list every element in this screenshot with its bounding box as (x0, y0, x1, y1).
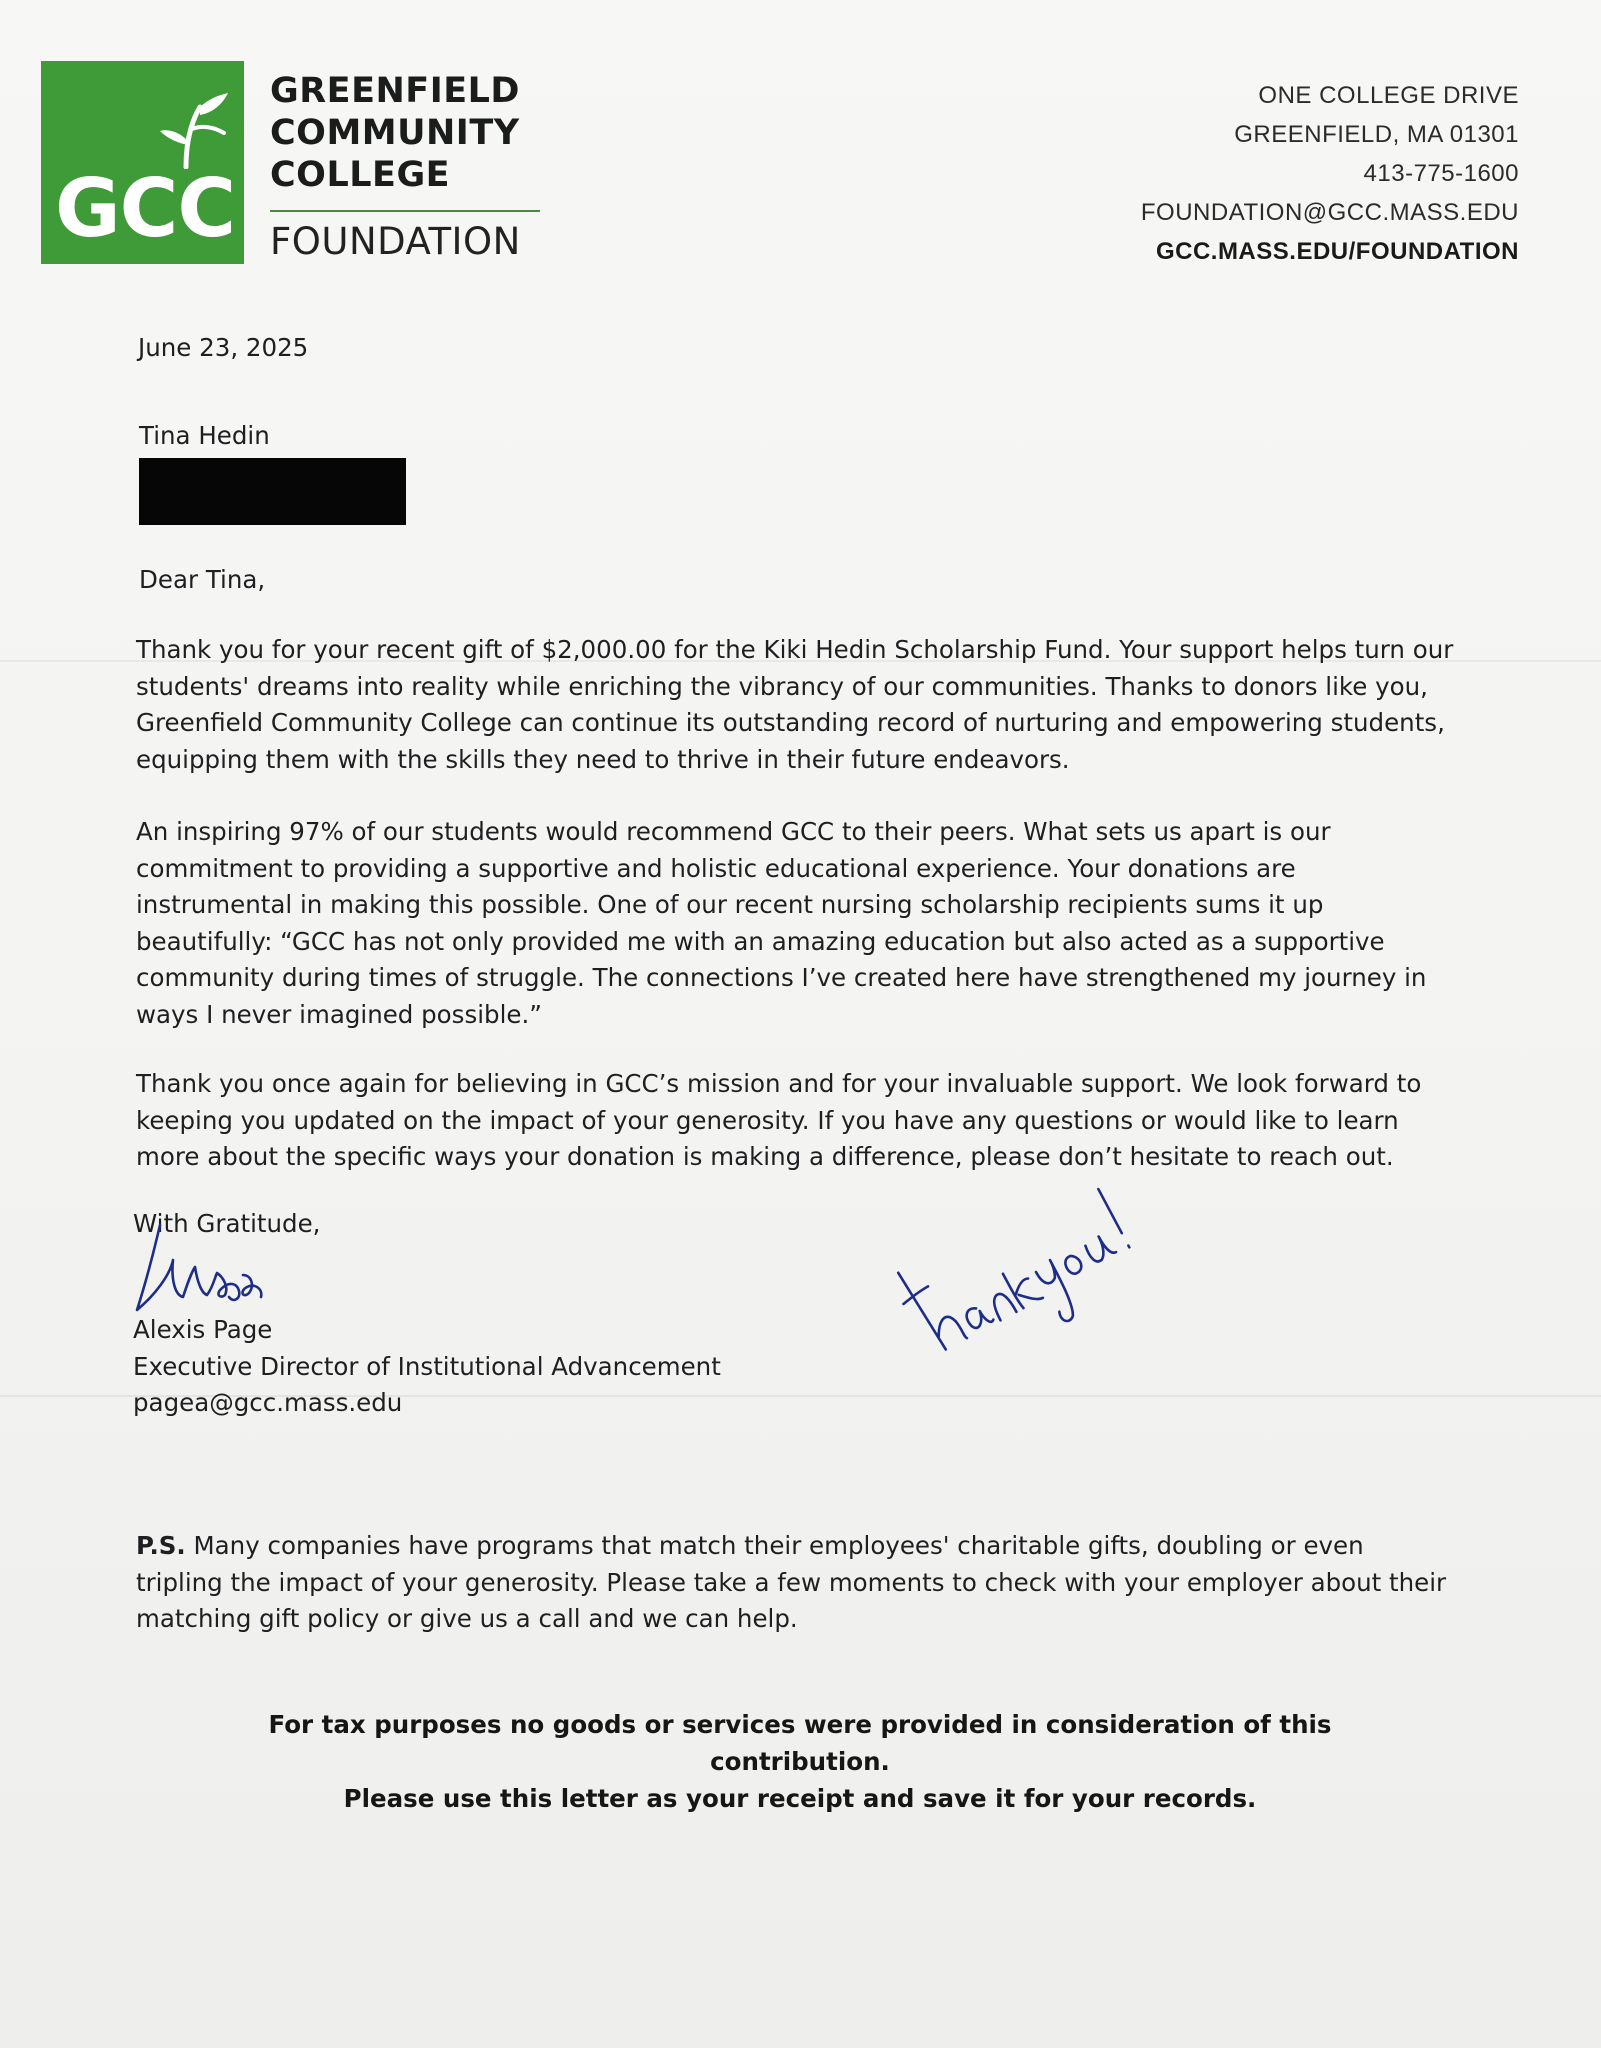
sprout-icon (156, 89, 236, 169)
closing: With Gratitude, (133, 1209, 321, 1238)
body-paragraph: Thank you once again for believing in GCC’s mission and for your invaluable support. We look forward to keeping you updated on the impact of your generosity. If you have any questions or would like to learn more about the specific ways your donation is making a difference, please don’t hesitate to reach out. (136, 1069, 1422, 1171)
org-name-line: COMMUNITY (270, 113, 520, 153)
body-paragraph: An inspiring 97% of our students would recommend GCC to their peers. What sets us apart is our commitment to providing a supportive and holistic educational experience. Your donations are instrumental in making this possible. One of our recent nursing scholarship recipients sums it up beautifully: “GCC has not only provided me with an amazing education but also acted as a supportive community during times of struggle. The connections I’ve created here have strengthened my journey in ways I never imagined possible.” (136, 817, 1427, 1029)
contact-web: GCC.MASS.EDU/FOUNDATION (1155, 238, 1519, 265)
handwritten-note (890, 1180, 1140, 1360)
recipient-name: Tina Hedin (139, 421, 270, 450)
org-subtitle: FOUNDATION (270, 220, 521, 263)
salutation: Dear Tina, (139, 565, 266, 594)
tax-note (180, 1706, 1420, 1817)
body-paragraph: Thank you for your recent gift of $2,000.00 for the Kiki Hedin Scholarship Fund. Your support helps turn our students' dreams into reality while enriching the vibrancy of our communities. Thanks to donors like you, Greenfield Community College can continue its outstanding record of nurturing and empowering students, equipping them with the skills they need to thrive in their future endeavors. (136, 635, 1454, 774)
ps-paragraph (136, 1528, 1456, 1638)
ps-label: P.S. (136, 1531, 186, 1560)
contact-street: ONE COLLEGE DRIVE (1258, 82, 1519, 109)
org-name-line: GREENFIELD (270, 71, 520, 111)
gcc-logo (41, 61, 244, 264)
tax-note-line: Please use this letter as your receipt and save it for your records. (343, 1784, 1257, 1813)
signer-title: Executive Director of Institutional Advancement (133, 1352, 721, 1381)
logo-divider (270, 210, 540, 212)
contact-city: GREENFIELD, MA 01301 (1234, 121, 1519, 148)
letter-date: June 23, 2025 (138, 333, 309, 362)
logo-mark-text: GCC (55, 162, 236, 255)
contact-phone: 413-775-1600 (1363, 160, 1519, 187)
contact-email: FOUNDATION@GCC.MASS.EDU (1140, 199, 1519, 226)
contact-block (1141, 76, 1519, 271)
signature-image (125, 1215, 285, 1325)
org-name (270, 70, 520, 196)
signer-email: pagea@gcc.mass.edu (133, 1388, 403, 1417)
redacted-address (139, 458, 406, 525)
signer-name: Alexis Page (133, 1315, 273, 1344)
org-name-line: COLLEGE (270, 155, 451, 195)
tax-note-line: For tax purposes no goods or services were provided in consideration of this contribution. (268, 1710, 1332, 1776)
ps-text: Many companies have programs that match their employees' charitable gifts, doubling or even tripling the impact of your generosity. Please take a few moments to check with your employer about their matching gift policy or give us a call and we can help. (136, 1531, 1447, 1633)
